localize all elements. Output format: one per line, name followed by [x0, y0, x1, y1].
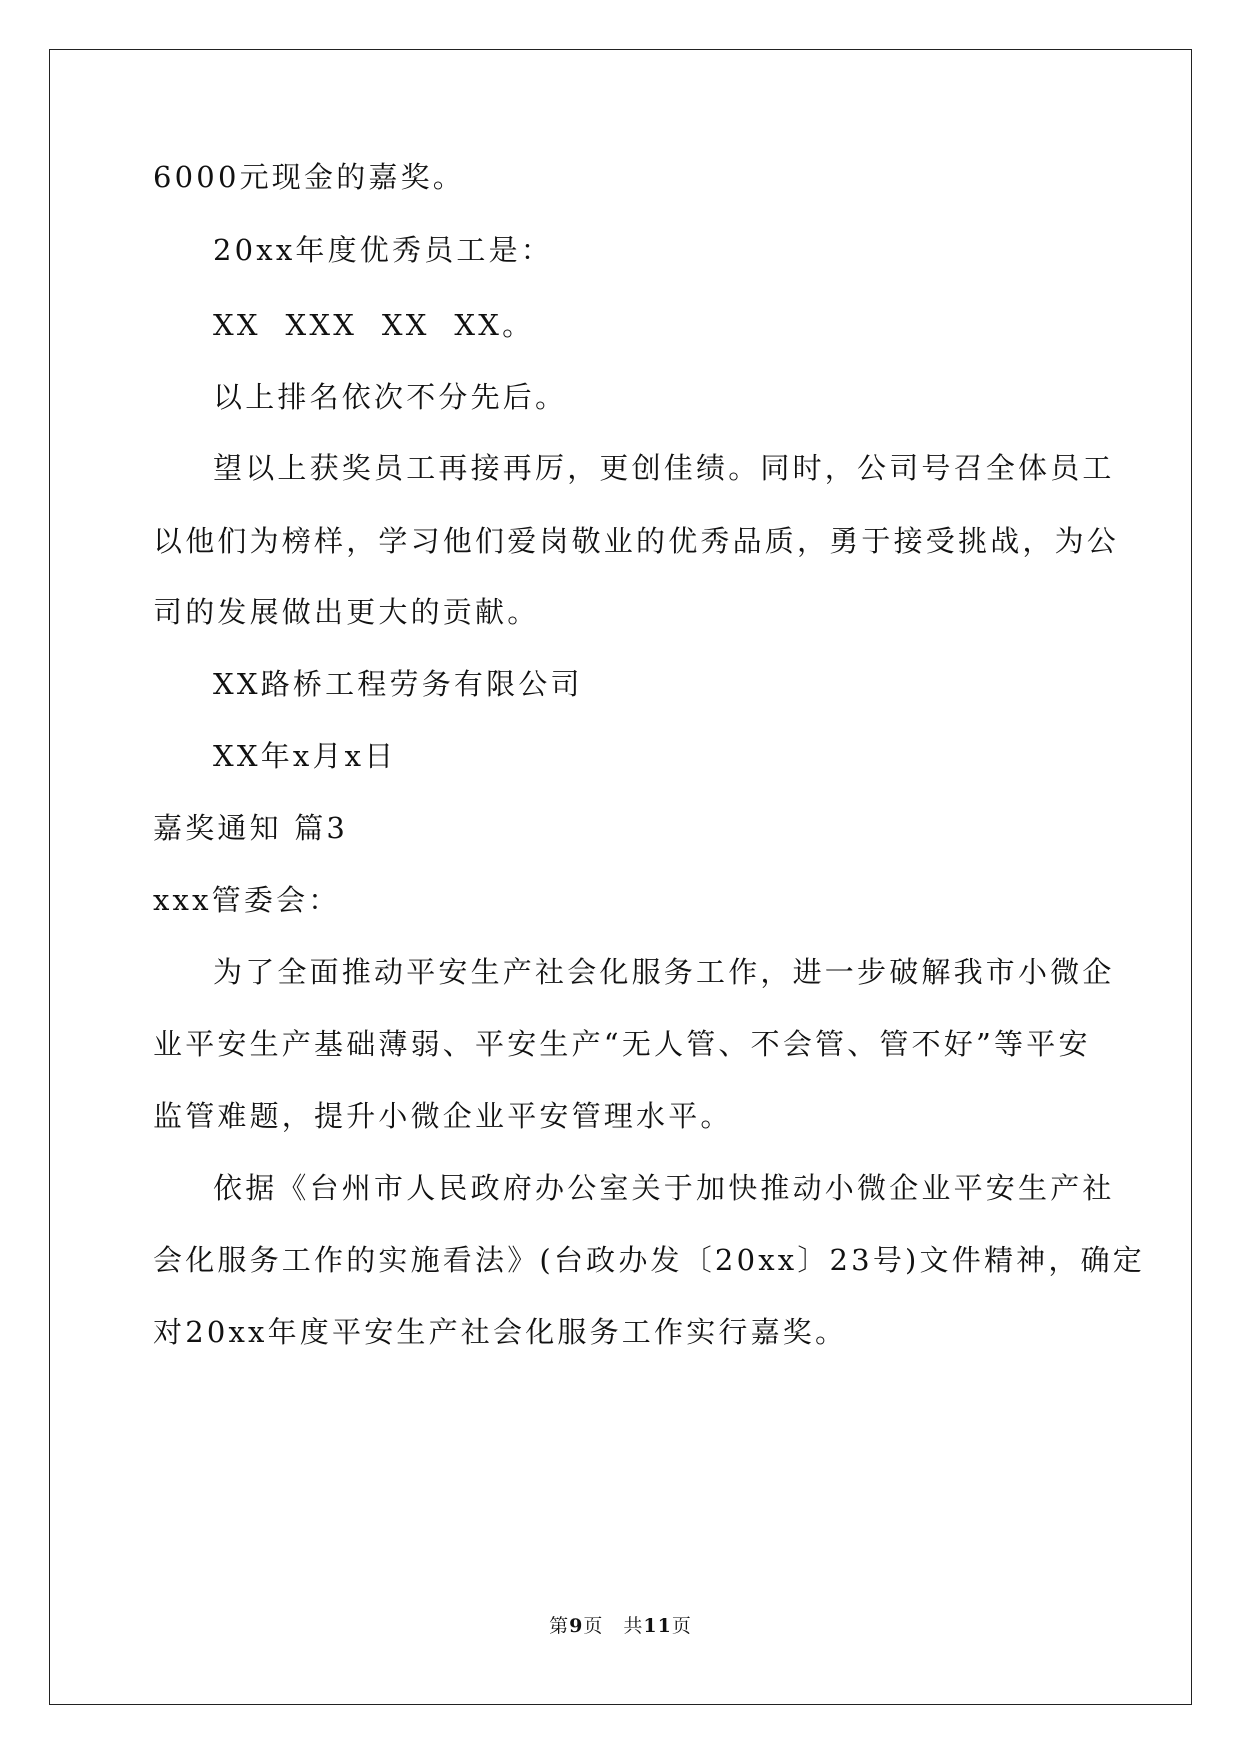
- page-footer: [0, 1614, 1241, 1638]
- paragraph-line: XX路桥工程劳务有限公司: [213, 667, 583, 701]
- footer-middle: 页 共: [583, 1615, 644, 1637]
- paragraph-line: XX XXX XX XX。: [213, 308, 535, 342]
- paragraph-line: 6000元现金的嘉奖。: [153, 160, 466, 194]
- footer-suffix: 页: [671, 1615, 692, 1637]
- paragraph-line: 为了全面推动平安生产社会化服务工作，进一步破解我市小微企: [213, 955, 1115, 989]
- footer-prefix: 第: [549, 1615, 570, 1637]
- paragraph-line: 业平安生产基础薄弱、平安生产“无人管、不会管、管不好”等平安: [153, 1027, 1091, 1061]
- paragraph-line: 望以上获奖员工再接再厉，更创佳绩。同时，公司号召全体员工: [213, 451, 1115, 485]
- paragraph-line: 对20xx年度平安生产社会化服务工作实行嘉奖。: [153, 1315, 848, 1349]
- paragraph-line: 会化服务工作的实施看法》(台政办发〔20xx〕23号)文件精神，确定: [153, 1243, 1145, 1277]
- paragraph-line: 以上排名依次不分先后。: [213, 380, 568, 414]
- paragraph-line: 以他们为榜样，学习他们爱岗敬业的优秀品质，勇于接受挑战，为公: [153, 524, 1120, 558]
- paragraph-line: 司的发展做出更大的贡献。: [153, 595, 540, 629]
- paragraph-line: 依据《台州市人民政府办公室关于加快推动小微企业平安生产社: [213, 1171, 1115, 1205]
- total-page-number: 11: [643, 1615, 672, 1637]
- paragraph-line: XX年x月x日: [213, 739, 397, 773]
- paragraph-line: 20xx年度优秀员工是：: [213, 233, 554, 267]
- paragraph-line: 监管难题，提升小微企业平安管理水平。: [153, 1099, 733, 1133]
- current-page-number: 9: [569, 1615, 584, 1637]
- paragraph-line: xxx管委会：: [153, 883, 341, 917]
- section-heading: 嘉奖通知 篇3: [153, 811, 349, 845]
- page-border: [49, 49, 1192, 1705]
